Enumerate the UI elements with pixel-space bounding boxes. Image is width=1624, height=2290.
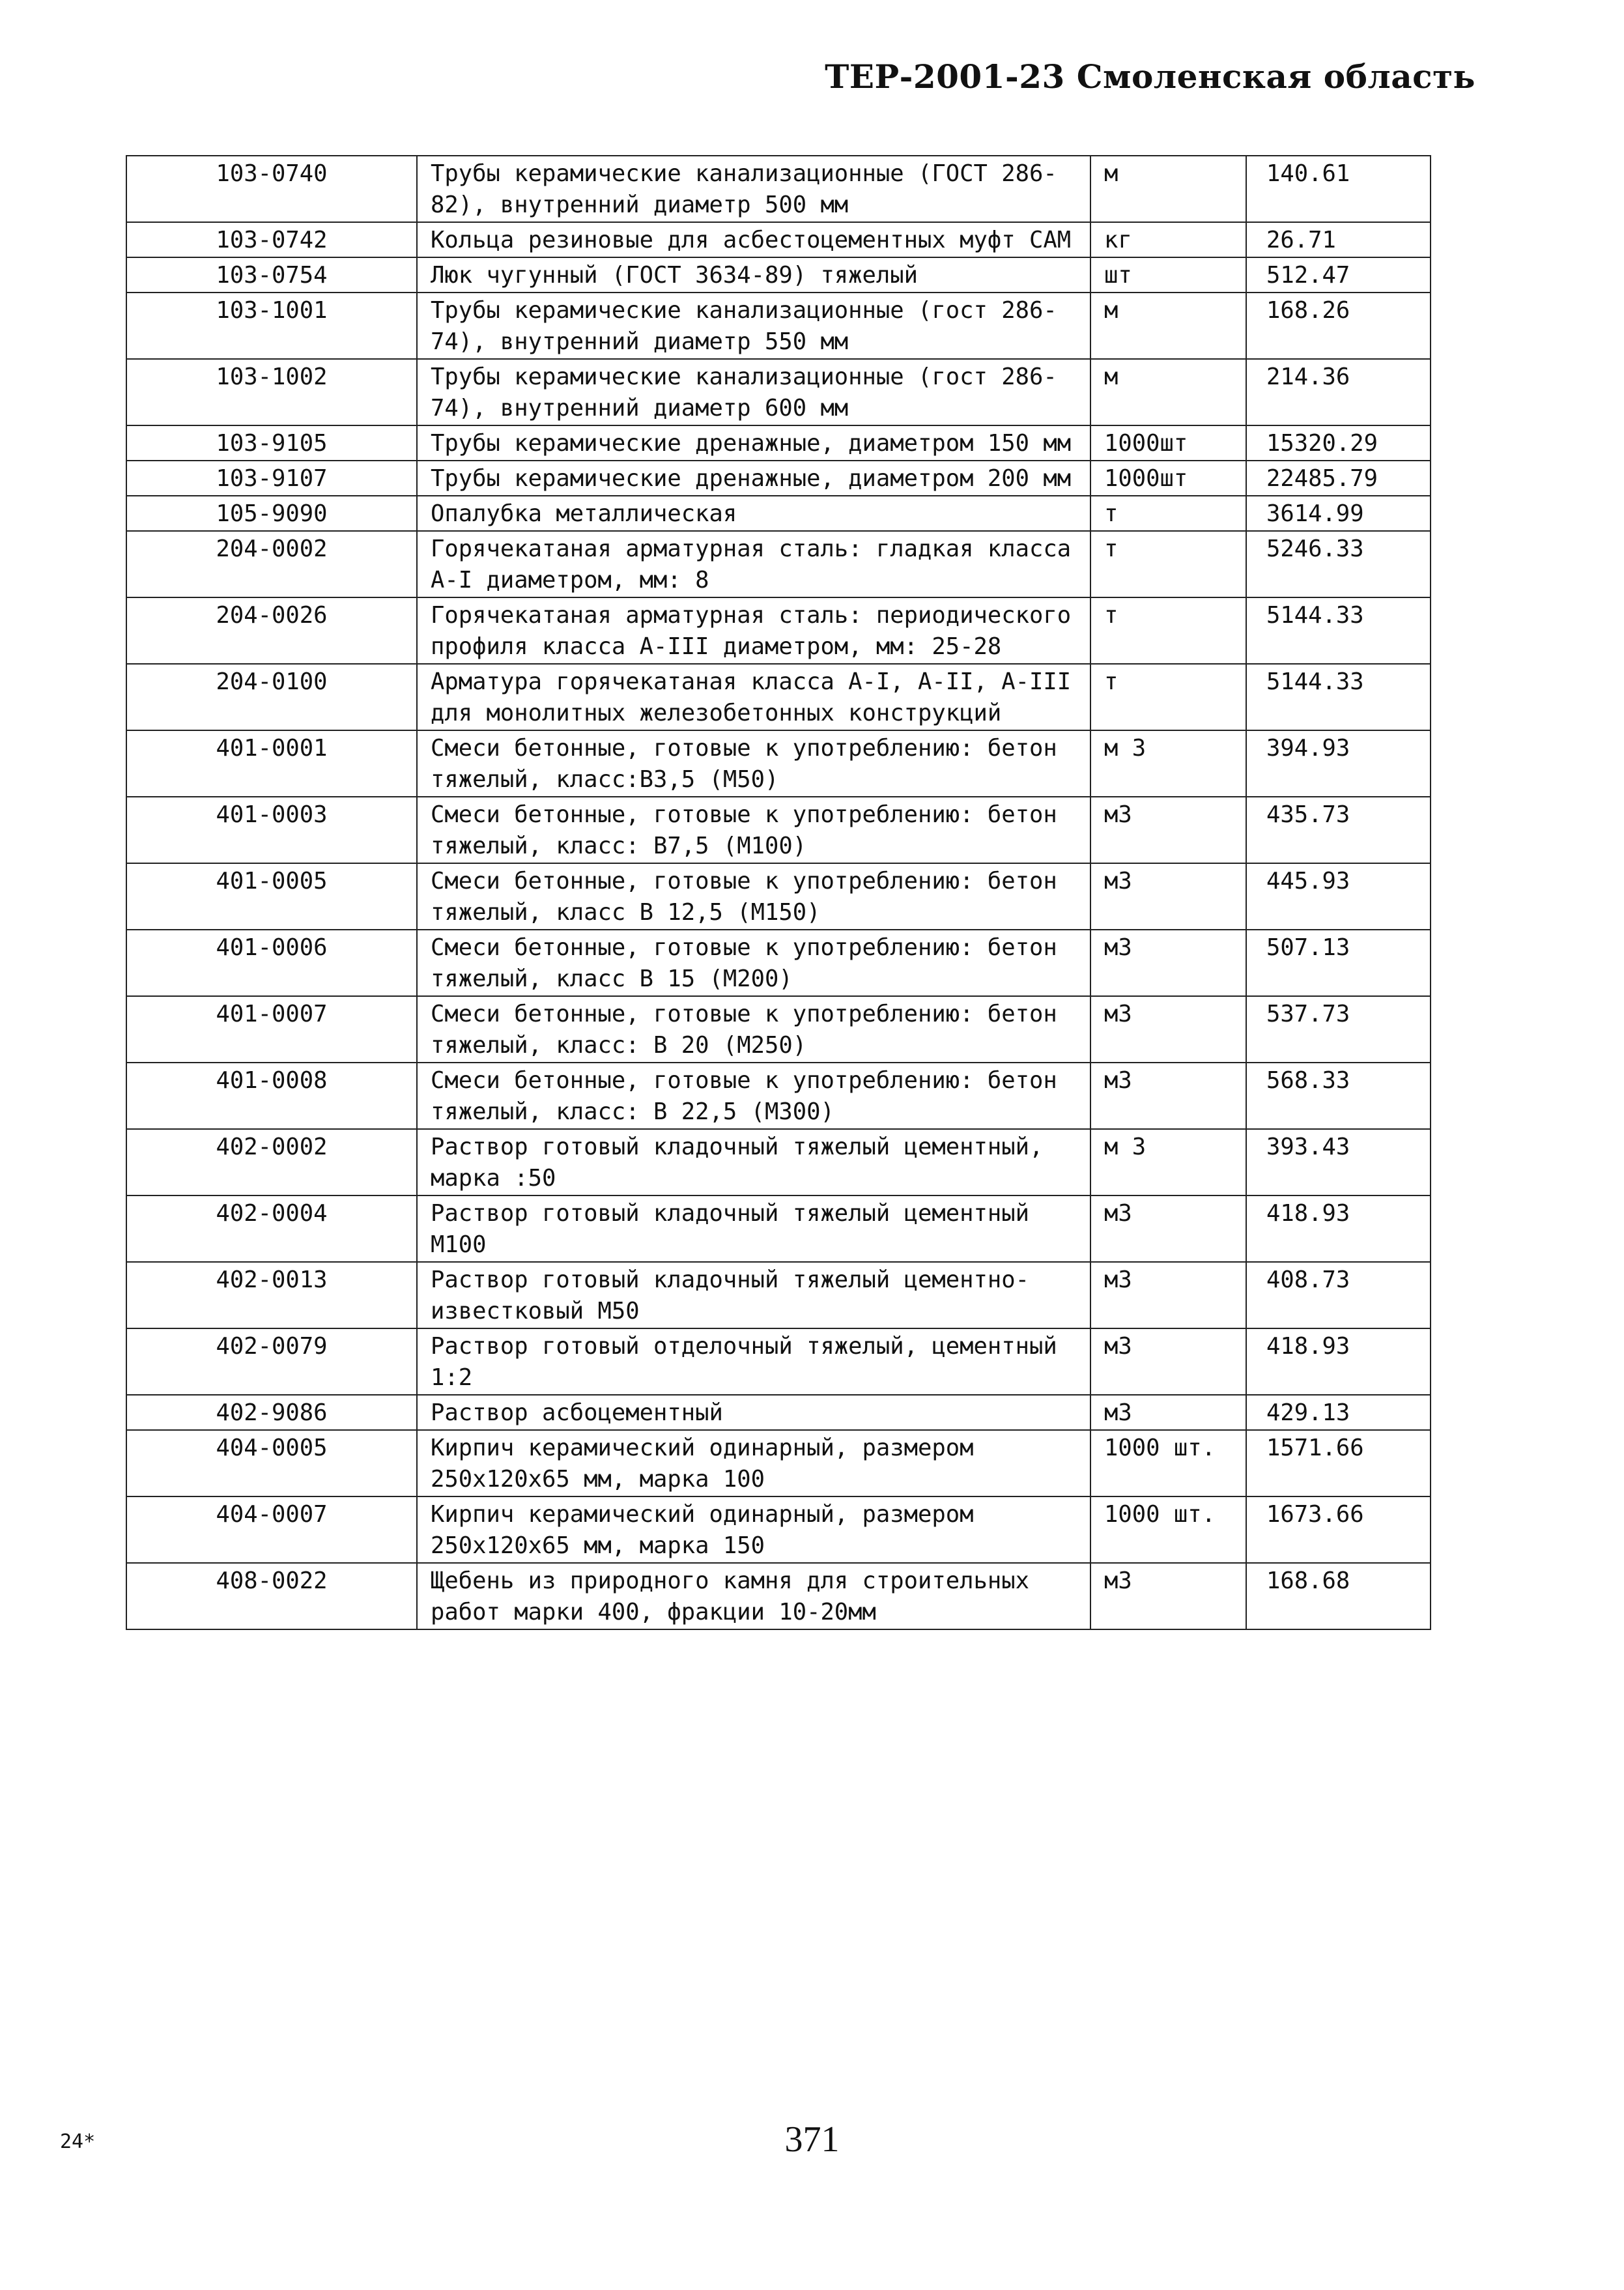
- table-row: [126, 496, 1431, 531]
- unit-price: 394.93: [1246, 730, 1431, 797]
- material-code: 103-1002: [126, 359, 417, 425]
- unit-price: 445.93: [1246, 863, 1431, 930]
- material-name: Трубы керамические канализационные (гост 286-74), внутренний диаметр 600 мм: [417, 359, 1090, 425]
- unit-price: 418.93: [1246, 1195, 1431, 1262]
- unit-price: 168.26: [1246, 293, 1431, 359]
- table-row: [126, 257, 1431, 293]
- material-name: Трубы керамические дренажные, диаметром 200 мм: [417, 461, 1090, 496]
- material-name: Раствор готовый кладочный тяжелый цементный М100: [417, 1195, 1090, 1262]
- material-code: 103-0740: [126, 156, 417, 222]
- unit-of-measure: м3: [1090, 1195, 1246, 1262]
- unit-of-measure: м3: [1090, 1262, 1246, 1328]
- unit-price: 5246.33: [1246, 531, 1431, 597]
- material-code: 401-0001: [126, 730, 417, 797]
- material-code: 103-9105: [126, 425, 417, 461]
- material-name: Смеси бетонные, готовые к употреблению: бетон тяжелый, класс В 15 (М200): [417, 930, 1090, 996]
- unit-of-measure: 1000шт: [1090, 461, 1246, 496]
- table-row: [126, 1430, 1431, 1496]
- unit-of-measure: м3: [1090, 863, 1246, 930]
- table-row: [126, 664, 1431, 730]
- table-row: [126, 425, 1431, 461]
- material-name: Раствор готовый кладочный тяжелый цементно-известковый М50: [417, 1262, 1090, 1328]
- material-code: 103-0754: [126, 257, 417, 293]
- material-code: 404-0005: [126, 1430, 417, 1496]
- unit-price: 3614.99: [1246, 496, 1431, 531]
- unit-price: 26.71: [1246, 222, 1431, 257]
- unit-price: 15320.29: [1246, 425, 1431, 461]
- material-code: 402-0079: [126, 1328, 417, 1395]
- material-name: Опалубка металлическая: [417, 496, 1090, 531]
- table-row: [126, 222, 1431, 257]
- price-table-body: [126, 156, 1431, 1629]
- table-row: [126, 156, 1431, 222]
- unit-of-measure: т: [1090, 531, 1246, 597]
- unit-price: 537.73: [1246, 996, 1431, 1063]
- table-row: [126, 359, 1431, 425]
- unit-of-measure: т: [1090, 597, 1246, 664]
- material-name: Раствор готовый кладочный тяжелый цементный, марка :50: [417, 1129, 1090, 1195]
- table-row: [126, 797, 1431, 863]
- table-row: [126, 531, 1431, 597]
- material-code: 204-0100: [126, 664, 417, 730]
- unit-price: 168.68: [1246, 1563, 1431, 1629]
- table-row: [126, 863, 1431, 930]
- unit-of-measure: 1000 шт.: [1090, 1430, 1246, 1496]
- unit-of-measure: м3: [1090, 1563, 1246, 1629]
- unit-of-measure: кг: [1090, 222, 1246, 257]
- material-name: Кольца резиновые для асбестоцементных муфт САМ: [417, 222, 1090, 257]
- unit-of-measure: м 3: [1090, 730, 1246, 797]
- material-name: Трубы керамические канализационные (гост 286-74), внутренний диаметр 550 мм: [417, 293, 1090, 359]
- material-name: Арматура горячекатаная класса А-I, А-II, А-III для монолитных железобетонных конструкций: [417, 664, 1090, 730]
- page-number: 371: [784, 2119, 840, 2160]
- unit-of-measure: м3: [1090, 1063, 1246, 1129]
- unit-price: 1673.66: [1246, 1496, 1431, 1563]
- unit-price: 435.73: [1246, 797, 1431, 863]
- unit-of-measure: т: [1090, 664, 1246, 730]
- material-code: 402-0002: [126, 1129, 417, 1195]
- material-code: 404-0007: [126, 1496, 417, 1563]
- material-code: 103-0742: [126, 222, 417, 257]
- material-code: 204-0002: [126, 531, 417, 597]
- unit-price: 22485.79: [1246, 461, 1431, 496]
- table-row: [126, 1496, 1431, 1563]
- unit-price: 512.47: [1246, 257, 1431, 293]
- material-name: Кирпич керамический одинарный, размером 250х120х65 мм, марка 150: [417, 1496, 1090, 1563]
- table-row: [126, 930, 1431, 996]
- material-name: Горячекатаная арматурная сталь: гладкая класса А-I диаметром, мм: 8: [417, 531, 1090, 597]
- table-row: [126, 1328, 1431, 1395]
- unit-of-measure: м3: [1090, 1395, 1246, 1430]
- table-row: [126, 293, 1431, 359]
- material-name: Кирпич керамический одинарный, размером 250х120х65 мм, марка 100: [417, 1430, 1090, 1496]
- material-code: 402-9086: [126, 1395, 417, 1430]
- table-row: [126, 730, 1431, 797]
- unit-of-measure: м: [1090, 156, 1246, 222]
- unit-of-measure: м3: [1090, 996, 1246, 1063]
- table-row: [126, 1063, 1431, 1129]
- material-name: Смеси бетонные, готовые к употреблению: бетон тяжелый, класс:В3,5 (М50): [417, 730, 1090, 797]
- unit-of-measure: 1000шт: [1090, 425, 1246, 461]
- unit-price: 1571.66: [1246, 1430, 1431, 1496]
- unit-price: 393.43: [1246, 1129, 1431, 1195]
- material-code: 401-0005: [126, 863, 417, 930]
- unit-price: 568.33: [1246, 1063, 1431, 1129]
- table-row: [126, 996, 1431, 1063]
- unit-of-measure: м: [1090, 359, 1246, 425]
- material-code: 401-0008: [126, 1063, 417, 1129]
- table-row: [126, 597, 1431, 664]
- material-code: 204-0026: [126, 597, 417, 664]
- material-name: Смеси бетонные, готовые к употреблению: бетон тяжелый, класс: В 20 (М250): [417, 996, 1090, 1063]
- unit-of-measure: м: [1090, 293, 1246, 359]
- material-code: 103-9107: [126, 461, 417, 496]
- unit-of-measure: шт: [1090, 257, 1246, 293]
- material-name: Смеси бетонные, готовые к употреблению: бетон тяжелый, класс В 12,5 (М150): [417, 863, 1090, 930]
- material-code: 105-9090: [126, 496, 417, 531]
- unit-of-measure: т: [1090, 496, 1246, 531]
- material-code: 401-0003: [126, 797, 417, 863]
- material-name: Смеси бетонные, готовые к употреблению: бетон тяжелый, класс: В7,5 (М100): [417, 797, 1090, 863]
- material-code: 408-0022: [126, 1563, 417, 1629]
- material-code: 103-1001: [126, 293, 417, 359]
- material-name: Люк чугунный (ГОСТ 3634-89) тяжелый: [417, 257, 1090, 293]
- material-name: Раствор асбоцементный: [417, 1395, 1090, 1430]
- unit-price: 507.13: [1246, 930, 1431, 996]
- material-code: 401-0007: [126, 996, 417, 1063]
- unit-of-measure: 1000 шт.: [1090, 1496, 1246, 1563]
- material-name: Щебень из природного камня для строительных работ марки 400, фракции 10-20мм: [417, 1563, 1090, 1629]
- unit-of-measure: м3: [1090, 797, 1246, 863]
- material-name: Трубы керамические канализационные (ГОСТ 286-82), внутренний диаметр 500 мм: [417, 156, 1090, 222]
- unit-price: 429.13: [1246, 1395, 1431, 1430]
- unit-price: 5144.33: [1246, 664, 1431, 730]
- material-code: 402-0004: [126, 1195, 417, 1262]
- table-row: [126, 1563, 1431, 1629]
- unit-price: 214.36: [1246, 359, 1431, 425]
- material-name: Раствор готовый отделочный тяжелый, цементный 1:2: [417, 1328, 1090, 1395]
- material-name: Горячекатаная арматурная сталь: периодического профиля класса А-III диаметром, мм: 25-28: [417, 597, 1090, 664]
- unit-price: 418.93: [1246, 1328, 1431, 1395]
- material-code: 401-0006: [126, 930, 417, 996]
- table-row: [126, 1262, 1431, 1328]
- unit-price: 140.61: [1246, 156, 1431, 222]
- table-row: [126, 1195, 1431, 1262]
- material-name: Трубы керамические дренажные, диаметром 150 мм: [417, 425, 1090, 461]
- table-row: [126, 461, 1431, 496]
- page-title: ТЕР-2001-23 Смоленская область: [825, 57, 1475, 96]
- unit-of-measure: м3: [1090, 930, 1246, 996]
- signature-mark: 24*: [60, 2130, 96, 2153]
- table-row: [126, 1395, 1431, 1430]
- unit-of-measure: м3: [1090, 1328, 1246, 1395]
- material-name: Смеси бетонные, готовые к употреблению: бетон тяжелый, класс: В 22,5 (М300): [417, 1063, 1090, 1129]
- price-table: [126, 155, 1431, 1630]
- unit-price: 408.73: [1246, 1262, 1431, 1328]
- unit-price: 5144.33: [1246, 597, 1431, 664]
- material-code: 402-0013: [126, 1262, 417, 1328]
- table-row: [126, 1129, 1431, 1195]
- unit-of-measure: м 3: [1090, 1129, 1246, 1195]
